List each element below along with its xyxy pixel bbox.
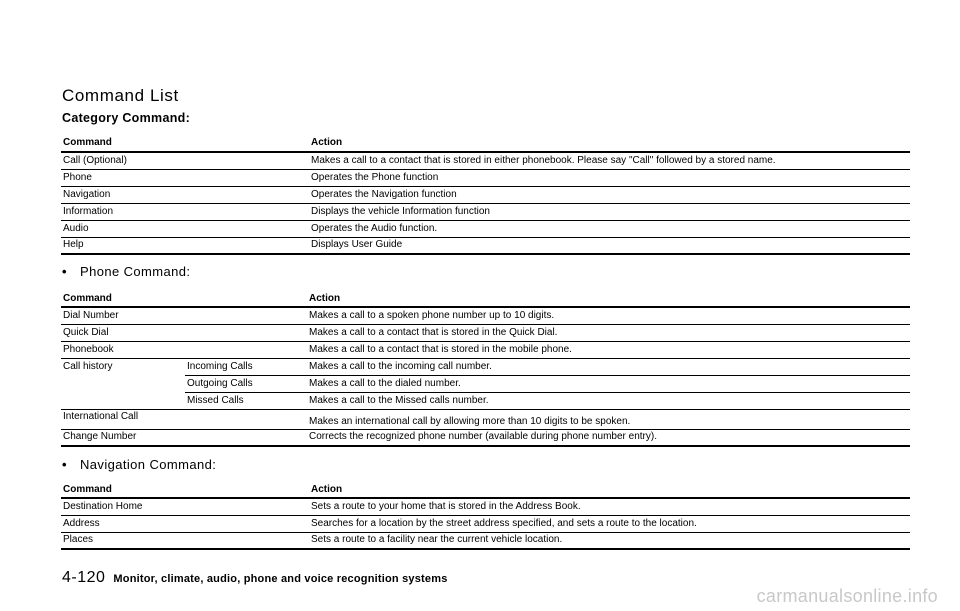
table-row	[61, 392, 910, 409]
command-cell: Call (Optional)	[61, 152, 309, 169]
action-cell: Searches for a location by the street address specified, and sets a route to the location.	[309, 515, 910, 532]
action-cell: Makes a call to a spoken phone number up to 10 digits.	[307, 307, 910, 324]
command-cell: Change Number	[61, 429, 307, 446]
action-cell: Makes a call to a contact that is stored in either phonebook. Please say "Call" followed by a stored name.	[309, 152, 910, 169]
navigation-command-heading	[62, 457, 216, 472]
header-action: Action	[311, 483, 343, 495]
command-cell: Phonebook	[61, 341, 307, 358]
phone-command-heading	[62, 264, 190, 279]
action-cell: Operates the Navigation function	[309, 186, 910, 203]
navigation-command-title: Navigation Command:	[80, 457, 217, 472]
table-row	[61, 220, 910, 237]
action-cell: Sets a route to a facility near the current vehicle location.	[309, 532, 910, 549]
table-row	[61, 375, 910, 392]
command-cell: Address	[61, 515, 309, 532]
table-row	[61, 429, 910, 446]
table-row	[61, 169, 910, 186]
command-cell: Audio	[61, 220, 309, 237]
command-cell: Quick Dial	[61, 324, 307, 341]
action-cell: Makes a call to the Missed calls number.	[307, 392, 910, 409]
bullet-icon: •	[62, 264, 67, 279]
command-cell: Navigation	[61, 186, 309, 203]
action-cell: Corrects the recognized phone number (available during phone number entry).	[307, 429, 910, 446]
footer-chapter-title: Monitor, climate, audio, phone and voice recognition systems	[113, 573, 448, 585]
table-row	[61, 358, 910, 375]
action-cell: Displays the vehicle Information function	[309, 203, 910, 220]
page-title: Command List	[62, 86, 179, 105]
command-cell: Call history	[61, 358, 185, 409]
command-cell: Dial Number	[61, 307, 307, 324]
command-cell: International Call	[61, 409, 307, 429]
command-cell: Destination Home	[61, 498, 309, 515]
phone-command-table	[61, 291, 910, 447]
table-row	[61, 186, 910, 203]
action-cell: Makes a call to the incoming call number.	[307, 358, 910, 375]
sub-command-cell: Incoming Calls	[185, 358, 307, 375]
action-cell: Displays User Guide	[309, 237, 910, 254]
action-cell: Makes a call to a contact that is stored in the mobile phone.	[307, 341, 910, 358]
bullet-icon: •	[62, 457, 67, 472]
page-number: 4-120	[62, 569, 106, 586]
table-row	[61, 532, 910, 549]
sub-command-cell: Missed Calls	[185, 392, 307, 409]
table-row	[61, 409, 910, 429]
action-cell: Makes a call to the dialed number.	[307, 375, 910, 392]
table-row	[61, 515, 910, 532]
category-command-table	[61, 135, 910, 255]
action-cell: Makes a call to a contact that is stored in the Quick Dial.	[307, 324, 910, 341]
table-row	[61, 498, 910, 515]
table-row	[61, 203, 910, 220]
action-cell: Makes an international call by allowing more than 10 digits to be spoken.	[307, 409, 910, 429]
header-command: Command	[63, 483, 112, 495]
action-cell: Operates the Audio function.	[309, 220, 910, 237]
command-cell: Information	[61, 203, 309, 220]
command-cell: Phone	[61, 169, 309, 186]
table-row	[61, 341, 910, 358]
category-command-heading: Category Command:	[62, 111, 191, 125]
sub-command-cell: Outgoing Calls	[185, 375, 307, 392]
header-command: Command	[63, 137, 112, 148]
navigation-command-table	[61, 482, 910, 550]
header-action: Action	[309, 292, 341, 304]
command-cell: Places	[61, 532, 309, 549]
table-row	[61, 152, 910, 169]
page-footer	[62, 569, 448, 587]
watermark: carmanualsonline.info	[756, 586, 938, 606]
header-action: Action	[311, 137, 343, 148]
phone-command-title: Phone Command:	[80, 264, 191, 279]
header-command: Command	[63, 292, 112, 304]
action-cell: Sets a route to your home that is stored in the Address Book.	[309, 498, 910, 515]
action-cell: Operates the Phone function	[309, 169, 910, 186]
command-cell: Help	[61, 237, 309, 254]
table-row	[61, 324, 910, 341]
table-row	[61, 237, 910, 254]
table-row	[61, 307, 910, 324]
